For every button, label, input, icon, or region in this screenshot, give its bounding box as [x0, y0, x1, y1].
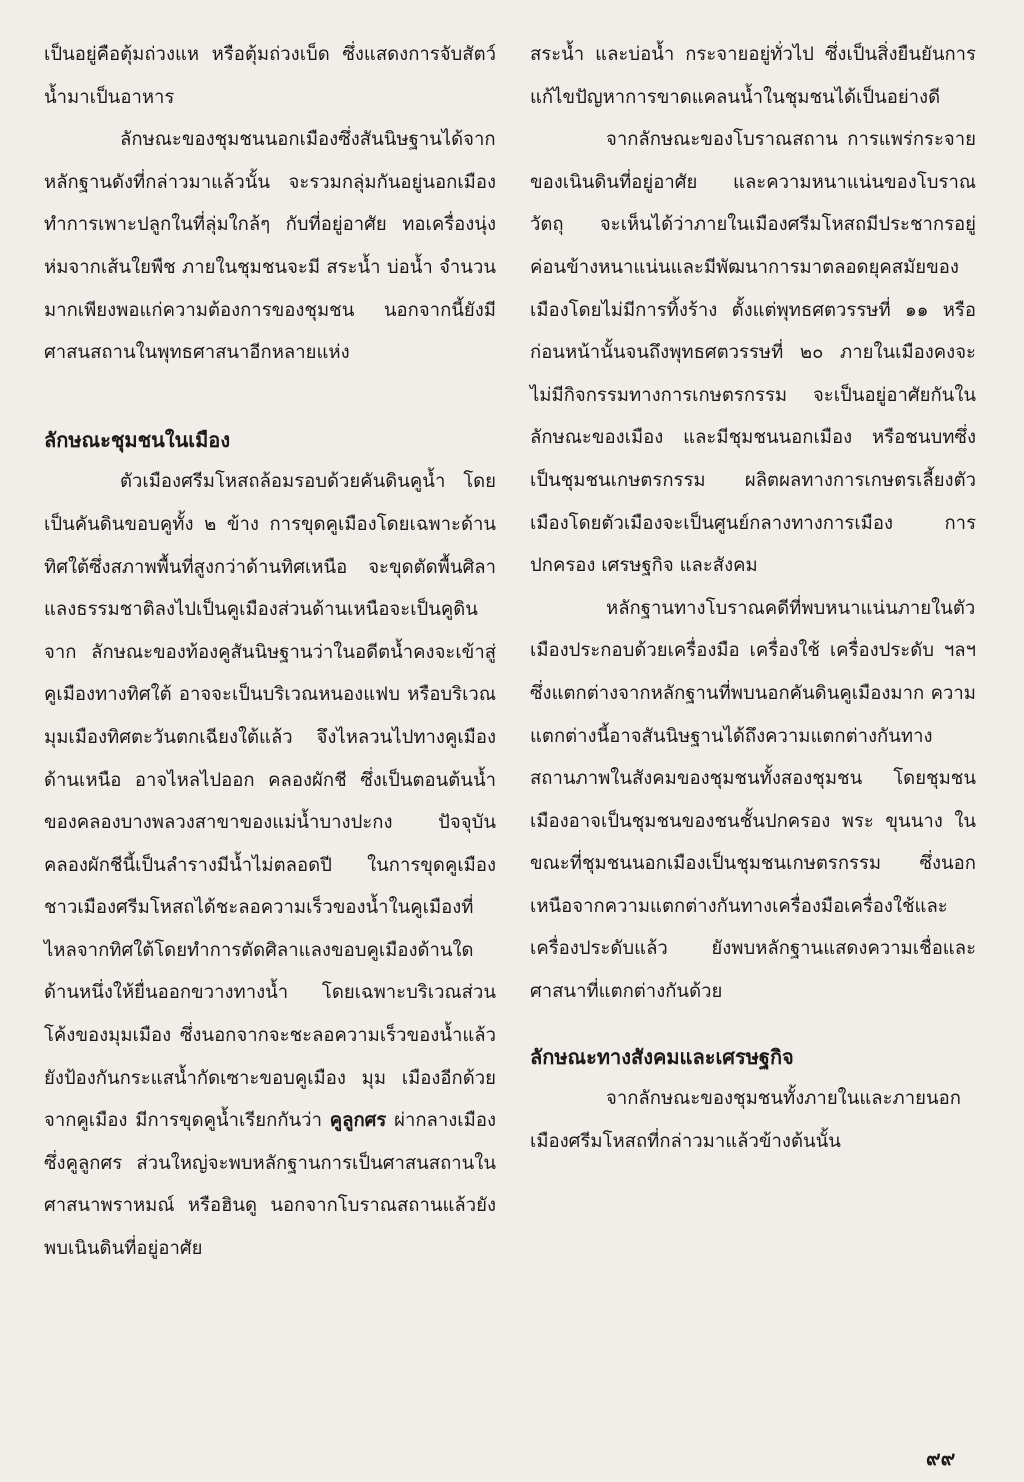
- paragraph: สระน้ำ และบ่อน้ำ กระจายอยู่ทั่วไป ซึ่งเป็นสิ่งยืนยันการแก้ไขปัญหาการขาดแคลนน้ำในชุมชนได้เป็นอย่างดี: [530, 44, 976, 108]
- paragraph: หลักฐานทางโบราณคดีที่พบหนาแน่นภายในตัวเมืองประกอบด้วยเครื่องมือ เครื่องใช้ เครื่องประดับ ฯลฯ ซึ่งแตกต่างจากหลักฐานที่พบนอกคันดินคูเมืองมาก ความแตกต่างนี้อาจสันนิษฐานได้ถึงความแตกต่างกันทางสถานภาพในสังคมของชุมชนทั้งสองชุมชน โดยชุมชนเมืองอาจเป็นชุมชนของชนชั้นปกครอง พระ ขุนนาง ในขณะที่ชุมชนนอกเมืองเป็นชุมชนเกษตรกรรม ซึ่งนอกเหนือจากความแตกต่างกันทางเครื่องมือเครื่องใช้และเครื่องประดับแล้ว ยังพบหลักฐานแสดงความเชื่อและศาสนาที่แตกต่างกันด้วย: [530, 597, 976, 1003]
- paragraph: เป็นอยู่คือตุ้มถ่วงแห หรือตุ้มถ่วงเบ็ด ซึ่งแสดงการจับสัตว์น้ำมาเป็นอาหาร: [44, 44, 496, 108]
- spacer: [44, 375, 496, 419]
- bold-term: คูลูกศร: [329, 1110, 387, 1132]
- paragraph: ลักษณะของชุมชนนอกเมืองซึ่งสันนิษฐานได้จากหลักฐานดังที่กล่าวมาแล้วนั้น จะรวมกลุ่มกันอยู่นอกเมือง ทำการเพาะปลูกในที่ลุ่มใกล้ๆ กับที่อยู่อาศัย ทอเครื่องนุ่งห่มจากเส้นใยพืช ภายในชุมชนจะมี สระน้ำ บ่อน้ำ จำนวนมากเพียงพอแก่ความต้องการของชุมชน นอกจากนี้ยังมีศาสนสถานในพุทธศาสนาอีกหลายแห่ง: [44, 129, 496, 364]
- paragraph: จากลักษณะของชุมชนทั้งภายในและภายนอกเมืองศรีมโหสถที่กล่าวมาแล้วข้างต้นนั้น: [530, 1088, 961, 1152]
- paragraph-text: ผ่ากลางเมืองซึ่งคูลูกศร ส่วนใหญ่จะพบหลักฐานการเป็นศาสนสถานในศาสนาพราหมณ์ หรือฮินดู นอกจากโบราณสถานแล้วยังพบเนินดินที่อยู่อาศัย: [44, 1110, 496, 1260]
- spacer: [530, 1014, 976, 1036]
- section-heading: ลักษณะทางสังคมและเศรษฐกิจ: [530, 1044, 794, 1069]
- left-column: [44, 34, 496, 1271]
- section-heading: ลักษณะชุมชนในเมือง: [44, 427, 231, 452]
- paragraph: จากลักษณะของโบราณสถาน การแพร่กระจายของเนินดินที่อยู่อาศัย และความหนาแน่นของโบราณวัตถุ จะเห็นได้ว่าภายในเมืองศรีมโหสถมีประชากรอยู่ค่อนข้างหนาแน่นและมีพัฒนาการมาตลอดยุคสมัยของเมืองโดยไม่มีการทิ้งร้าง ตั้งแต่พุทธศตวรรษที่ ๑๑ หรือก่อนหน้านั้นจนถึงพุทธศตวรรษที่ ๒๐ ภายในเมืองคงจะไม่มีกิจกรรมทางการเกษตรกรรม จะเป็นอยู่อาศัยกันในลักษณะของเมือง และมีชุมชนนอกเมือง หรือชนบทซึ่งเป็นชุมชนเกษตรกรรม ผลิตผลทางการเกษตรเลี้ยงตัวเมืองโดยตัวเมืองจะเป็นศูนย์กลางทางการเมือง การปกครอง เศรษฐกิจ และสังคม: [530, 129, 976, 577]
- right-column: [530, 34, 976, 1163]
- paragraph-text: ตัวเมืองศรีมโหสถล้อมรอบด้วยคันดินคูน้ำ โดยเป็นคันดินขอบคูทั้ง ๒ ข้าง การขุดคูเมืองโดยเฉพาะด้านทิศใต้ซึ่งสภาพพื้นที่สูงกว่าด้านทิศเหนือ จะขุดตัดพื้นศิลาแลงธรรมชาติลงไปเป็นคูเมืองส่วนด้านเหนือจะเป็นคูดิน จาก ลักษณะของท้องคูสันนิษฐานว่าในอดีตน้ำคงจะเข้าสู่คูเมืองทางทิศใต้ อาจจะเป็นบริเวณหนองแฟบ หรือบริเวณมุมเมืองทิศตะวันตกเฉียงใต้แล้ว จึงไหลวนไปทางคูเมืองด้านเหนือ อาจไหลไปออก คลองผักชี ซึ่งเป็นตอนต้นน้ำของคลองบางพลวงสาขาของแม่น้ำบางปะกง ปัจจุบันคลองผักชีนี้เป็นลำรางมีน้ำไม่ตลอดปี ในการขุดคูเมืองชาวเมืองศรีมโหสถได้ชะลอความเร็วของน้ำในคูเมืองที่ไหลจากทิศใต้โดยทำการตัดศิลาแลงขอบคูเมืองด้านใดด้านหนึ่งให้ยื่นออกขวางทางน้ำ โดยเฉพาะบริเวณส่วนโค้งของมุมเมือง ซึ่งนอกจากจะชะลอความเร็วของน้ำแล้วยังป้องกันกระแสน้ำกัดเซาะขอบคูเมือง มุม เมืองอีกด้วย จากคูเมือง มีการขุดคูน้ำเรียกกันว่า: [44, 471, 496, 1132]
- page-number: ๙๙: [926, 1446, 956, 1470]
- paragraph: [44, 461, 496, 1270]
